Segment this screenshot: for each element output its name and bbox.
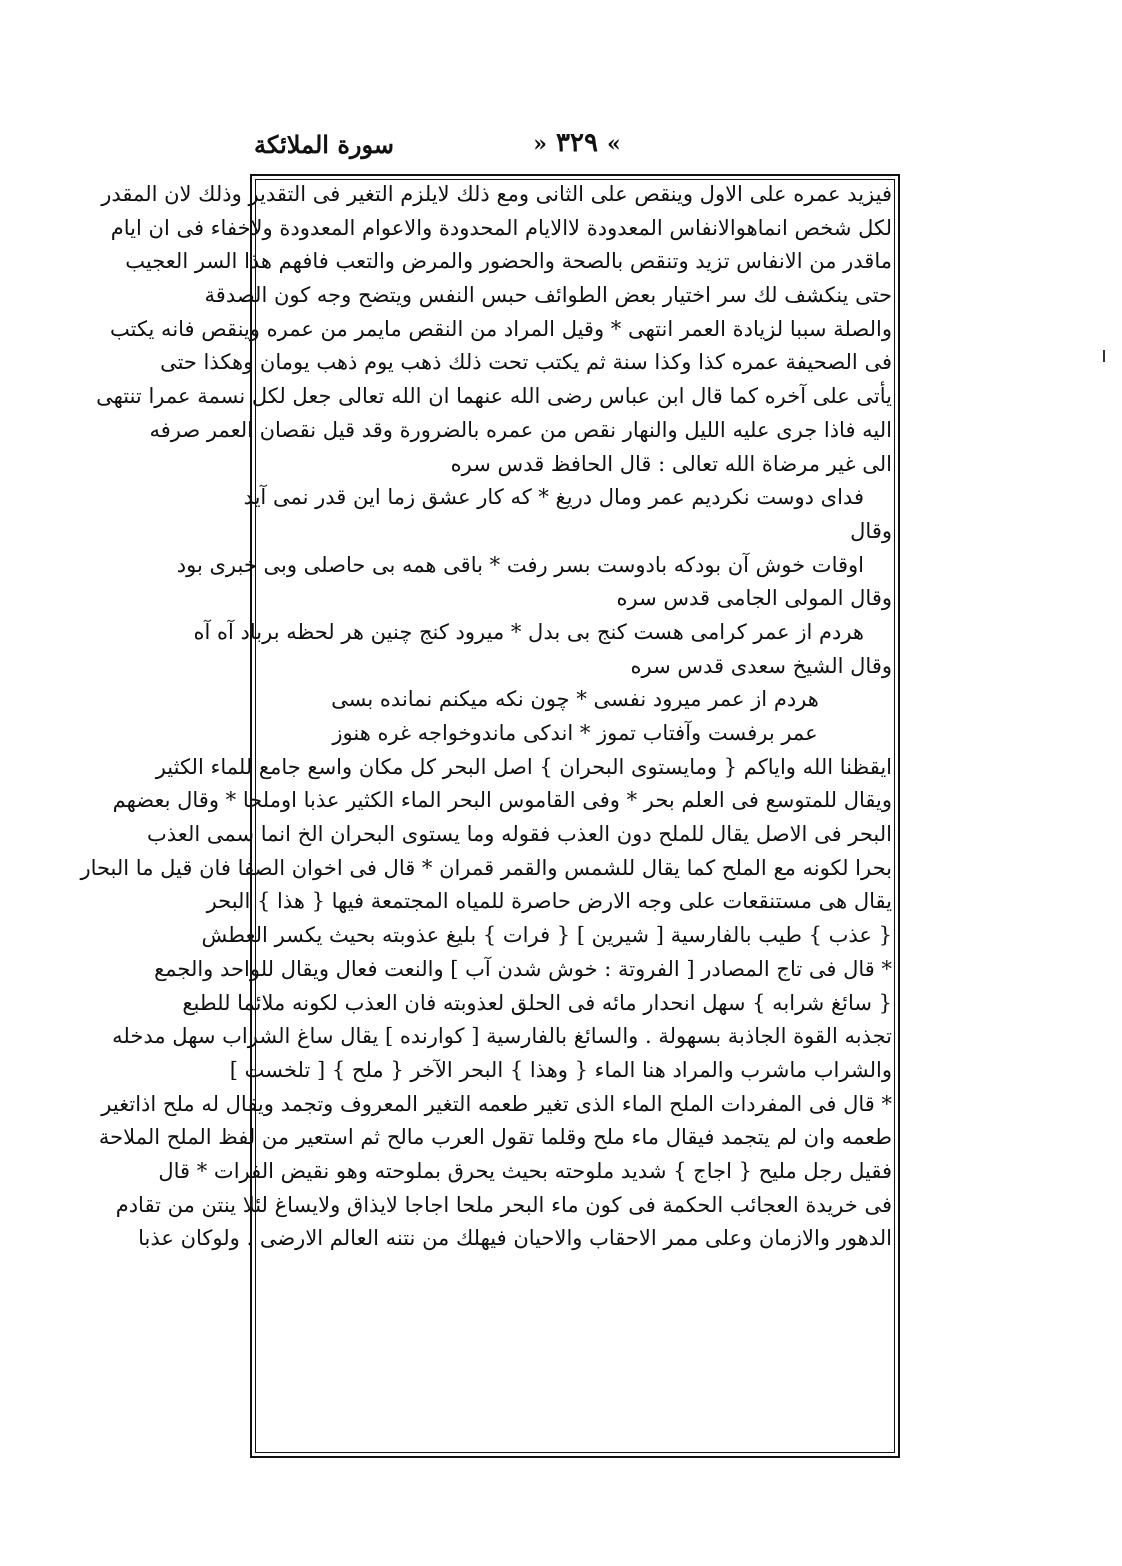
- text-line: الى غير مرضاة الله تعالى : قال الحافظ قدس سره: [450, 451, 892, 476]
- page-number-value: ٣٢٩: [556, 128, 598, 158]
- text-line: وقال: [850, 518, 892, 543]
- body-text: [80, 178, 892, 1290]
- margin-mark: [1103, 350, 1105, 362]
- text-line: وقال الشيخ سعدى قدس سره: [630, 653, 892, 678]
- text-line: البحر فى الاصل يقال للملح دون العذب فقوله وما يستوى البحران الخ انما سمى العذب: [147, 822, 892, 847]
- verse-line: فداى دوست نكرديم عمر ومال دريغ * كه كار عشق زما اين قدر نمى آيد: [243, 485, 864, 510]
- text-line: فى خريدة العجائب الحكمة فى كون ماء البحر ملحا اجاجا لايذاق ولايساغ لئلا ينتن من تقادم: [115, 1192, 892, 1217]
- text-line: تجذبه القوة الجاذبة بسهولة . والسائغ بالفارسية [ كوارنده ] يقال ساغ الشراب سهل مدخله: [112, 1024, 892, 1049]
- text-line: { عذب } طيب بالفارسية [ شيرين ] { فرات } بليغ عذوبته بحيث يكسر العطش: [201, 923, 892, 948]
- text-line: الدهور والازمان وعلى ممر الاحقاب والاحيان فيهلك من نتنه العالم الارضى . ولوكان عذبا: [138, 1226, 892, 1251]
- text-line: بحرا لكونه مع الملح كما يقال للشمس والقمر قمران * قال فى اخوان الصفا فان قيل ما البحار: [80, 855, 892, 880]
- text-line: يأتى على آخره كما قال ابن عباس رضى الله عنهما ان الله تعالى جعل لكل نسمة عمرا تنتهى: [96, 384, 892, 409]
- text-line: يقال هى مستنقعات على وجه الارض حاصرة للمياه المجتمعة فيها { هذا } البحر: [206, 889, 892, 914]
- page-number: [250, 128, 904, 158]
- page-header: [250, 126, 904, 170]
- text-line: فقيل رجل مليح { اجاج } شديد ملوحته بحيث يحرق بملوحته وهو نقيض الفرات * قال: [158, 1158, 892, 1183]
- text-line: حتى ينكشف لك سر اختيار بعض الطوائف حبس النفس ويتضح وجه كون الصدقة: [204, 283, 892, 308]
- text-line: ويقال للمتوسع فى العلم بحر * وفى القاموس البحر الماء الكثير عذبا اوملحا * وقال بعضهم: [112, 788, 892, 813]
- verse-line: اوقات خوش آن بودكه بادوست بسر رفت * باقى همه بى حاصلى وبى خبرى بود: [176, 552, 864, 577]
- ornament-right: »: [533, 131, 547, 157]
- verse-line: هردم از عمر كرامى هست كنج بى بدل * ميرود كنج چنين هر لحظه برباد آه آه: [193, 619, 864, 644]
- surah-title: سورة الملائكة: [254, 130, 395, 159]
- text-line: فى الصحيفة عمره كذا وكذا سنة ثم يكتب تحت ذلك ذهب يوم ذهب يومان وهكذا حتى: [160, 350, 892, 375]
- text-line: لكل شخص انماهوالانفاس المعدودة لاالايام المحدودة والاعوام المعدودة ولاخفاء فى ان ايام: [110, 215, 892, 240]
- text-line: وقال المولى الجامى قدس سره: [616, 586, 892, 611]
- text-line: [258, 1256, 892, 1290]
- text-line: طعمه وان لم يتجمد فيقال ماء ملح وقلما تقول العرب مالح ثم استعير من لفظ الملح الملاحة: [98, 1125, 892, 1150]
- text-line: * قال فى المفردات الملح الماء الذى تغير طعمه التغير المعروف وتجمد ويقال له ملح اذاتغير: [101, 1091, 892, 1116]
- text-line: { سائغ شرابه } سهل انحدار مائه فى الحلق لعذوبته فان العذب لكونه ملائما للطبع: [182, 990, 892, 1015]
- text-line: اليه فاذا جرى عليه الليل والنهار نقص من عمره بالضرورة وقد قيل نقصان العمر صرفه: [149, 417, 892, 442]
- verse-line: عمر برفست وآفتاب تموز * اندكى ماندوخواجه غره هنوز: [332, 721, 818, 745]
- text-line: والصلة سببا لزيادة العمر انتهى * وقيل المراد من النقص مايمر من عمره وينقص فانه يكتب: [109, 316, 892, 341]
- text-line: والشراب ماشرب والمراد هنا الماء { وهذا } البحر الآخر { ملح } [ تلخست ]: [229, 1057, 892, 1082]
- text-line: ماقدر من الانفاس تزيد وتنقص بالصحة والحضور والمرض والتعب فافهم هذا السر العجيب: [125, 249, 892, 274]
- text-line: فيزيد عمره على الاول وينقص على الثانى ومع ذلك لايلزم التغير فى التقدير وذلك لان المقدر: [101, 182, 892, 206]
- text-line: ايقظنا الله واياكم { ومايستوى البحران } اصل البحر كل مكان واسع جامع للماء الكثير: [155, 754, 892, 779]
- ornament-left: «: [607, 131, 621, 157]
- verse-line: هردم از عمر ميرود نفسى * چون نكه ميكنم نمانده بسى: [331, 687, 819, 712]
- text-line: * قال فى تاج المصادر [ الفروتة : خوش شدن آب ] والنعت فعال ويقال للواحد والجمع: [154, 956, 892, 981]
